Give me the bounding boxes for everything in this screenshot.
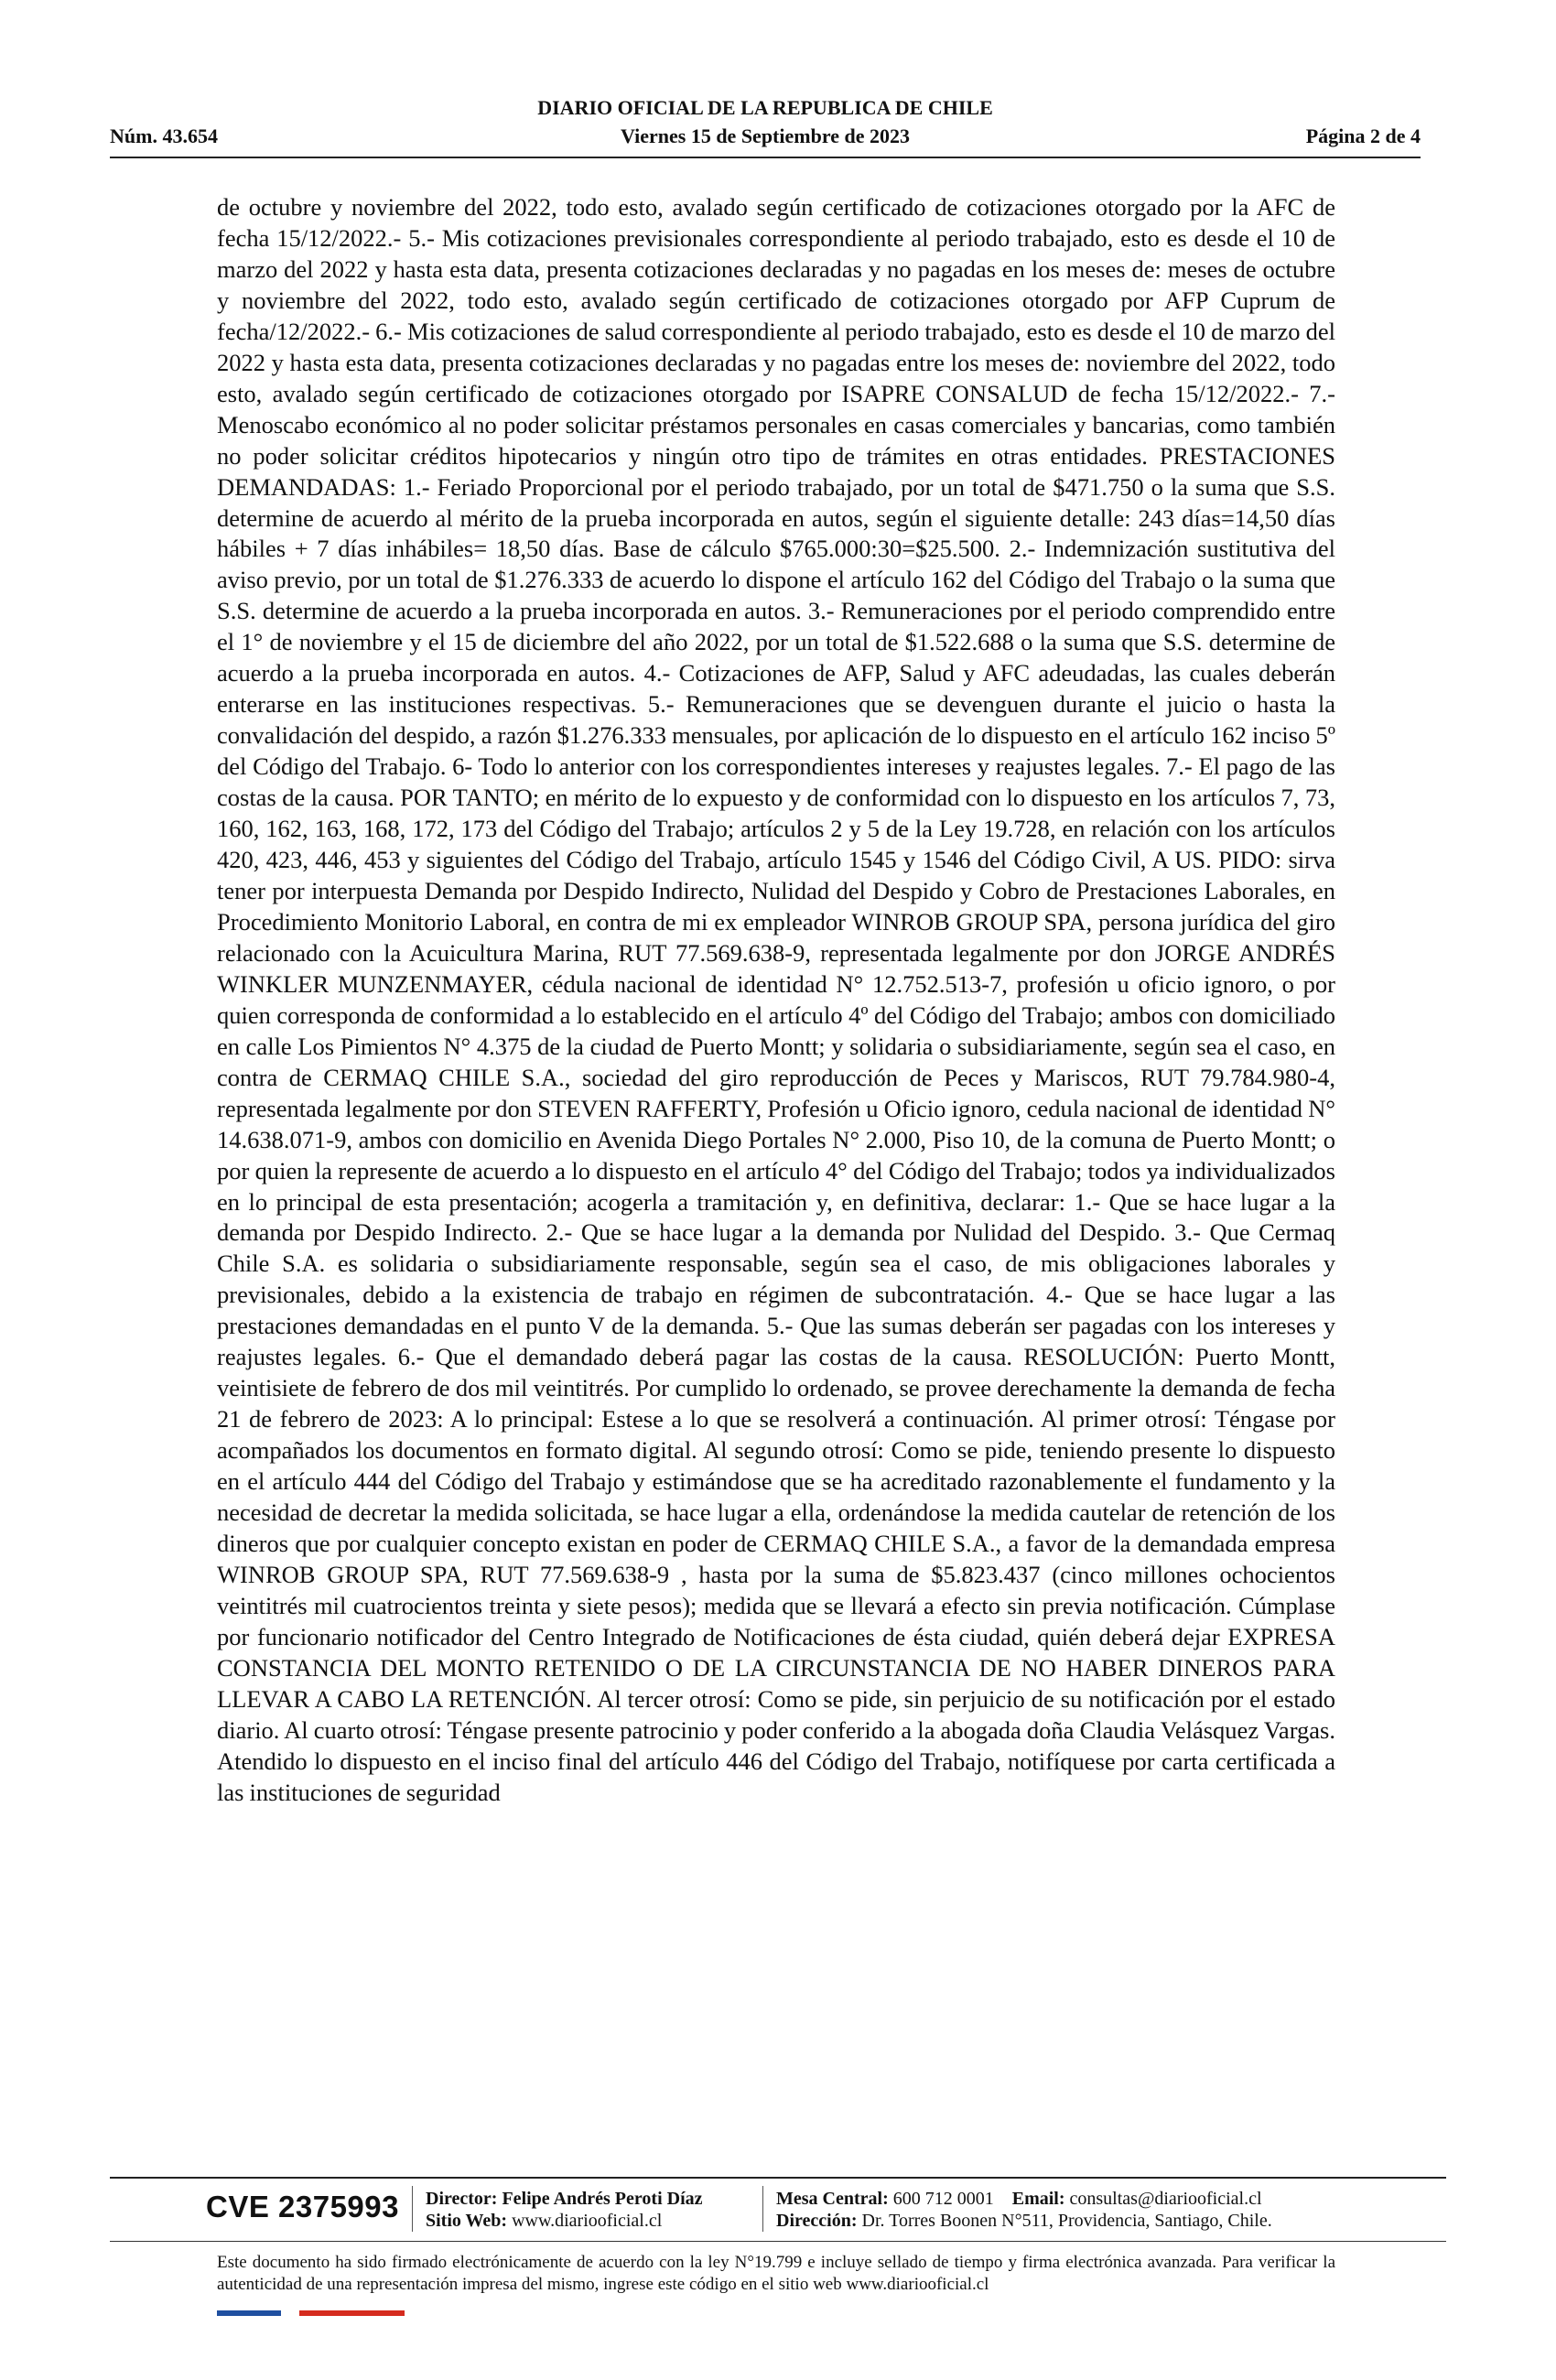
page-number: Página 2 de 4	[1305, 124, 1421, 147]
contact-line	[776, 2188, 1272, 2210]
header-divider	[110, 157, 1421, 158]
website-line	[426, 2210, 703, 2232]
footer-contact-block	[776, 2188, 1272, 2232]
website-link[interactable]: www.diariooficial.cl	[512, 2211, 663, 2231]
flag-red-segment	[299, 2310, 405, 2316]
cve-code: CVE 2375993	[206, 2190, 399, 2223]
issue-number: Núm. 43.654	[110, 124, 218, 147]
flag-blue-segment	[217, 2310, 281, 2316]
email-link[interactable]: consultas@diariooficial.cl	[1069, 2189, 1262, 2209]
website-label: Sitio Web:	[426, 2211, 508, 2231]
signature-disclaimer: Este documento ha sido firmado electrónicamente de acuerdo con la ley N°19.799 e incluye sellado de tiempo y firma electrónica avanzada. Para verificar la autenticidad de una representación impresa del mismo, ingrese este código en el sitio web www.diariooficial.cl	[217, 2253, 1335, 2294]
chile-flag-bar	[217, 2310, 405, 2316]
email-label: Email:	[1011, 2189, 1065, 2209]
masthead	[110, 93, 1421, 150]
director-label: Director:	[426, 2189, 498, 2209]
footer-divider-top	[110, 2177, 1446, 2179]
publication-title: DIARIO OFICIAL DE LA REPUBLICA DE CHILE	[537, 96, 993, 119]
flag-white-segment	[281, 2310, 299, 2316]
footer-separator	[412, 2186, 413, 2232]
footer-separator	[762, 2186, 763, 2232]
footer-divider-bottom	[110, 2241, 1446, 2242]
address-value: Dr. Torres Boonen N°511, Providencia, Santiago, Chile.	[861, 2211, 1272, 2231]
address-line	[776, 2210, 1272, 2232]
page-header	[110, 92, 1421, 156]
mesa-label: Mesa Central:	[776, 2189, 889, 2209]
director-line	[426, 2188, 703, 2210]
footer-director-block	[426, 2188, 703, 2232]
document-body-text: de octubre y noviembre del 2022, todo esto, avalado según certificado de cotizaciones otorgado por la AFC de fecha 15/12/2022.- 5.- Mis cotizaciones previsionales correspondiente al periodo trabajado, esto es desde el 10 de marzo del 2022 y hasta esta data, presenta cotizaciones declaradas y no pagadas en los meses de: meses de octubre y noviembre del 2022, todo esto, avalado según certificado de cotizaciones otorgado por AFP Cuprum de fecha/12/2022.- 6.- Mis cotizaciones de salud correspondiente al periodo trabajado, esto es desde el 10 de marzo del 2022 y hasta esta data, presenta cotizaciones declaradas y no pagadas entre los meses de: noviembre del 2022, todo esto, avalado según certificado de cotizaciones otorgado por ISAPRE CONSALUD de fecha 15/12/2022.- 7.- Menoscabo económico al no poder solicitar préstamos personales en casas comerciales y bancarias, como también no poder solicitar créditos hipotecarios y ningún otro tipo de trámites en otras entidades. PRESTACIONES DEMANDADAS: 1.- Feriado Proporcional por el periodo trabajado, por un total de $471.750 o la suma que S.S. determine de acuerdo al mérito de la prueba incorporada en autos, según el siguiente detalle: 243 días=14,50 días hábiles + 7 días inhábiles= 18,50 días. Base de cálculo $765.000:30=$25.500. 2.- Indemnización sustitutiva del aviso previo, por un total de $1.276.333 de acuerdo lo dispone el artículo 162 del Código del Trabajo o la suma que S.S. determine de acuerdo a la prueba incorporada en autos. 3.- Remuneraciones por el periodo comprendido entre el 1° de noviembre y el 15 de diciembre del año 2022, por un total de $1.522.688 o la suma que S.S. determine de acuerdo a la prueba incorporada en autos. 4.- Cotizaciones de AFP, Salud y AFC adeudadas, las cuales deberán enterarse en las instituciones respectivas. 5.- Remuneraciones que se devenguen durante el juicio o hasta la convalidación del despido, a razón $1.276.333 mensuales, por aplicación de lo dispuesto en el artículo 162 inciso 5º del Código del Trabajo. 6- Todo lo anterior con los correspondientes intereses y reajustes legales. 7.- El pago de las costas de la causa. POR TANTO; en mérito de lo expuesto y de conformidad con lo dispuesto en los artículos 7, 73, 160, 162, 163, 168, 172, 173 del Código del Trabajo; artículos 2 y 5 de la Ley 19.728, en relación con los artículos 420, 423, 446, 453 y siguientes del Código del Trabajo, artículo 1545 y 1546 del Código Civil, A US. PIDO: sirva tener por interpuesta Demanda por Despido Indirecto, Nulidad del Despido y Cobro de Prestaciones Laborales, en Procedimiento Monitorio Laboral, en contra de mi ex empleador WINROB GROUP SPA, persona jurídica del giro relacionado con la Acuicultura Marina, RUT 77.569.638-9, representada legalmente por don JORGE ANDRÉS WINKLER MUNZENMAYER, cédula nacional de identidad N° 12.752.513-7, profesión u oficio ignoro, o por quien corresponda de conformidad a lo establecido en el artículo 4º del Código del Trabajo; ambos con domiciliado en calle Los Pimientos N° 4.375 de la ciudad de Puerto Montt; y solidaria o subsidiariamente, según sea el caso, en contra de CERMAQ CHILE S.A., sociedad del giro reproducción de Peces y Mariscos, RUT 79.784.980-4, representada legalmente por don STEVEN RAFFERTY, Profesión u Oficio ignoro, cedula nacional de identidad N° 14.638.071-9, ambos con domicilio en Avenida Diego Portales N° 2.000, Piso 10, de la comuna de Puerto Montt; o por quien la represente de acuerdo a lo dispuesto en el artículo 4° del Código del Trabajo; todos ya individualizados en lo principal de esta presentación; acogerla a tramitación y, en definitiva, declarar: 1.- Que se hace lugar a la demanda por Despido Indirecto. 2.- Que se hace lugar a la demanda por Nulidad del Despido. 3.- Que Cermaq Chile S.A. es solidaria o subsidiariamente responsable, según sea el caso, de mis obligaciones laborales y previsionales, debido a la existencia de trabajo en régimen de subcontratación. 4.- Que se hace lugar a las prestaciones demandadas en el punto V de la demanda. 5.- Que las sumas deberán ser pagadas con los intereses y reajustes legales. 6.- Que el demandado deberá pagar las costas de la causa. RESOLUCIÓN: Puerto Montt, veintisiete de febrero de dos mil veintitrés. Por cumplido lo ordenado, se provee derechamente la demanda de fecha 21 de febrero de 2023: A lo principal: Estese a lo que se resolverá a continuación. Al primer otrosí: Téngase por acompañados los documentos en formato digital. Al segundo otrosí: Como se pide, teniendo presente lo dispuesto en el artículo 444 del Código del Trabajo y estimándose que se ha acreditado razonablemente el fundamento y la necesidad de decretar la medida solicitada, se hace lugar a ella, ordenándose la medida cautelar de retención de los dineros que por cualquier concepto existan en poder de CERMAQ CHILE S.A., a favor de la demandada empresa WINROB GROUP SPA, RUT 77.569.638-9 , hasta por la suma de $5.823.437 (cinco millones ochocientos veintitrés mil cuatrocientos treinta y siete pesos); medida que se llevará a efecto sin previa notificación. Cúmplase por funcionario notificador del Centro Integrado de Notificaciones de ésta ciudad, quién deberá dejar EXPRESA CONSTANCIA DEL MONTO RETENIDO O DE LA CIRCUNSTANCIA DE NO HABER DINEROS PARA LLEVAR A CABO LA RETENCIÓN. Al tercer otrosí: Como se pide, sin perjuicio de su notificación por el estado diario. Al cuarto otrosí: Téngase presente patrocinio y poder conferido a la abogada doña Claudia Velásquez Vargas. Atendido lo dispuesto en el inciso final del artículo 446 del Código del Trabajo, notifíquese por carta certificada a las instituciones de seguridad	[217, 193, 1335, 1806]
publication-date: Viernes 15 de Septiembre de 2023	[621, 124, 910, 147]
address-label: Dirección:	[776, 2211, 858, 2231]
director-name: Felipe Andrés Peroti Díaz	[502, 2189, 703, 2209]
mesa-phone: 600 712 0001	[892, 2189, 994, 2209]
